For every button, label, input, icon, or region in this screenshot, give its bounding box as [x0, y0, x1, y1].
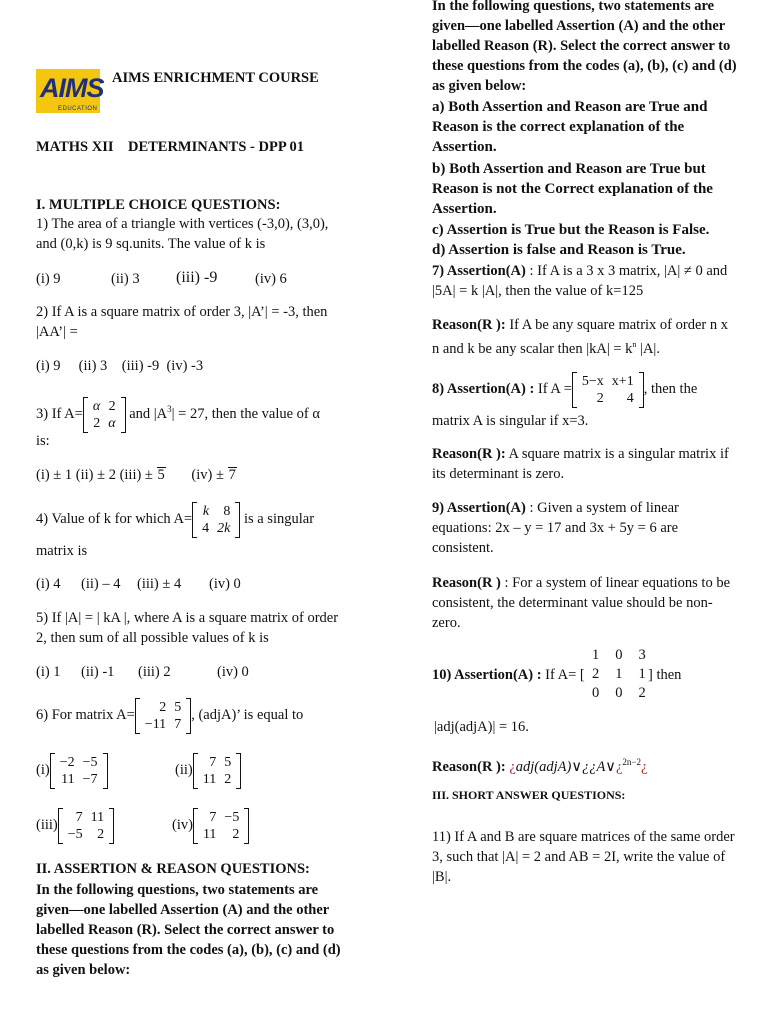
- q6-opt1-matrix: [50, 753, 108, 789]
- q10-garbled-3: (adjA)∨¿¿: [534, 758, 597, 775]
- assertion-intro-continued: In the following questions, two statements are given—one labelled Assertion (A) and the other labelled Reason (R). Select the correct answer to these questions from the codes (a), (b), (c) and (d) as given below:: [432, 0, 737, 94]
- q9-assertion-text: : Given a system of linear equations: 2x – y = 17 and 3x + 5y = 6 are consistent.: [432, 500, 679, 556]
- q3-m21: 2: [93, 415, 101, 431]
- q1-option-2: (ii) 3: [111, 271, 140, 287]
- q8-m22: 4: [626, 390, 634, 406]
- q10-garbled-4: A∨: [596, 758, 616, 775]
- q5-option-1: (i) 1: [36, 664, 61, 680]
- question-1-text: 1) The area of a triangle with vertices (-3,0), (3,0), and (0,k) is 9 sq.units. The value of k is: [36, 216, 329, 252]
- code-c: c) Assertion is True but the Reason is False.: [432, 222, 710, 238]
- q10-m22: 1: [615, 666, 623, 682]
- q6-opt1-m22: −7: [82, 771, 98, 787]
- q4-matrix: [192, 502, 240, 538]
- logo-word: AIMS: [40, 73, 104, 103]
- q6-opt3-label: (iii): [36, 817, 58, 833]
- question-7-reason: [432, 315, 738, 359]
- q4-option-4: (iv) 0: [209, 576, 241, 592]
- q3-prefix: 3) If A=: [36, 405, 83, 422]
- q3-line-2: is:: [36, 433, 50, 449]
- q8-reason-label: Reason(R ):: [432, 446, 506, 462]
- q1-option-3: (iii) -9: [176, 269, 218, 286]
- q4-line-2: matrix is: [36, 543, 88, 559]
- section-short-answer-title: III. SHORT ANSWER QUESTIONS:: [432, 788, 626, 802]
- section-mcq-title: I. MULTIPLE CHOICE QUESTIONS:: [36, 197, 281, 213]
- q8-prefix: If A =: [537, 381, 572, 397]
- q7-reason-text: If A be any square matrix of order n x n and k be any scalar then |kA| = k: [432, 317, 728, 357]
- q6-option-4: [172, 805, 249, 845]
- q4-suffix: is a singular: [243, 511, 315, 527]
- q3-suffix-2: | = 27, then the value of α: [171, 405, 320, 422]
- q10-reason-sup: 2n−2: [622, 757, 641, 767]
- q8-m11: 5−x: [581, 373, 604, 389]
- question-9-reason: [432, 573, 738, 633]
- q8-reason-text: A square matrix is a singular matrix if its determinant is zero.: [432, 446, 729, 482]
- q6-option-3: [36, 805, 114, 845]
- q6-m11: 2: [159, 699, 167, 715]
- q6-opt4-m12: −5: [224, 809, 240, 825]
- q6-opt3-m11: 7: [75, 809, 83, 825]
- q6-opt2-label: (ii): [175, 762, 193, 778]
- subject-title: MATHS XII DETERMINANTS - DPP 01: [36, 139, 305, 155]
- q10-reason-label: Reason(R ):: [432, 758, 506, 775]
- q10-prefix: If A= [: [545, 667, 585, 683]
- question-8-reason: [432, 444, 738, 484]
- q6-opt3-matrix: [58, 808, 114, 844]
- q6-opt3-m21: −5: [67, 826, 83, 842]
- q6-matrix: [135, 698, 191, 734]
- q8-m21: 2: [596, 390, 604, 406]
- q6-opt2-m21: 11: [202, 771, 217, 787]
- q6-opt3-m22: 2: [97, 826, 105, 842]
- q3-options: [36, 465, 237, 485]
- logo-subtitle: EDUCATION: [58, 106, 98, 112]
- q8-matrix: [572, 372, 644, 408]
- section-assertion-title: II. ASSERTION & REASON QUESTIONS:: [36, 861, 310, 877]
- question-8-assertion: [432, 368, 697, 410]
- q9-assertion-label: 9) Assertion(A): [432, 500, 526, 516]
- q6-opt1-m11: −2: [59, 754, 75, 770]
- course-title: AIMS ENRICHMENT COURSE: [112, 70, 319, 86]
- q3-suffix: and |A: [129, 405, 168, 422]
- q8-line-2: matrix A is singular if x=3.: [432, 413, 589, 429]
- q6-opt4-m21: 11: [202, 826, 217, 842]
- q9-reason-text: : For a system of linear equations to be consistent, the determinant value should be non-zero.: [432, 575, 731, 631]
- q3-m11: α: [92, 398, 101, 414]
- q10-m31: 0: [592, 685, 600, 701]
- q7-reason-text-2: |A|.: [640, 340, 660, 357]
- q7-reason-sup: n: [632, 340, 637, 349]
- q10-garbled-5: ¿: [615, 758, 623, 775]
- q3-options-b: (iv) ±: [191, 467, 224, 483]
- q5-option-4: (iv) 0: [217, 664, 249, 680]
- q10-suffix: ] then: [648, 667, 682, 683]
- q4-m22: 2k: [217, 520, 231, 536]
- q6-opt4-label: (iv): [172, 817, 193, 833]
- q10-m21: 2: [592, 666, 600, 682]
- q3-m22: α: [108, 415, 116, 431]
- q6-opt2-m12: 5: [224, 754, 232, 770]
- assertion-intro-part-2: [432, 0, 737, 97]
- q8-assertion-label: 8) Assertion(A) :: [432, 381, 535, 397]
- assertion-intro-part-1: In the following questions, two statements are given—one labelled Assertion (A) and the other labelled Reason (R). Select the correct answer to these questions from the codes (a), (b), (c) and (d) as given below:: [36, 882, 341, 978]
- q3-matrix: [83, 397, 126, 433]
- q6-opt3-m12: 11: [90, 809, 105, 825]
- q4-option-1: (i) 4: [36, 576, 61, 592]
- q8-suffix: , then the: [643, 381, 698, 397]
- q10-assertion-label: 10) Assertion(A) :: [432, 667, 542, 683]
- question-3: [36, 388, 320, 435]
- q3-sup: 3: [167, 404, 172, 414]
- q8-m12: x+1: [611, 373, 634, 389]
- question-11-text: 11) If A and B are square matrices of the same order 3, such that |A| = 2 and AB = 2I, write the value of |B|.: [432, 829, 735, 885]
- q10-garbled-6: ¿: [640, 758, 648, 775]
- q4-m12: 8: [223, 503, 231, 519]
- question-10-assertion: [432, 665, 585, 685]
- q10-matrix: [584, 646, 654, 703]
- q6-prefix: 6) For matrix A=: [36, 707, 135, 723]
- q3-m12: 2: [108, 398, 116, 414]
- question-2-text: 2) If A is a square matrix of order 3, |A’| = -3, then |AA’| =: [36, 304, 328, 340]
- q10-m33: 2: [638, 685, 646, 701]
- q6-opt1-m12: −5: [82, 754, 98, 770]
- code-a: a) Both Assertion and Reason are True and Reason is the correct explanation of the Assertion.: [432, 99, 708, 155]
- code-b: b) Both Assertion and Reason are True but Reason is not the Correct explanation of the Assertion.: [432, 161, 713, 217]
- q1-option-1: (i) 9: [36, 271, 61, 287]
- q4-prefix: 4) Value of k for which A=: [36, 511, 193, 527]
- q6-opt1-label: (i): [36, 762, 50, 778]
- q4-option-2: (ii) – 4: [81, 576, 121, 592]
- q6-opt2-matrix: [193, 753, 241, 789]
- q10-garbled-2: adj: [515, 758, 535, 775]
- q6-suffix: , (adjA)’ is equal to: [191, 707, 304, 723]
- aims-logo: [36, 69, 104, 113]
- q10-m32: 0: [615, 685, 623, 701]
- q6-opt2-m11: 7: [209, 754, 217, 770]
- q10-m12: 0: [615, 647, 623, 663]
- q5-option-2: (ii) -1: [81, 664, 115, 680]
- q7-assertion-text: : If A is a 3 x 3 matrix, |A| ≠ 0 and |5A| = k |A|, then the value of k=125: [432, 263, 728, 299]
- q7-assertion-label: 7) Assertion(A): [432, 263, 526, 279]
- q5-option-3: (iii) 2: [138, 664, 171, 680]
- q10-m13: 3: [638, 647, 646, 663]
- q6-m12: 5: [174, 699, 182, 715]
- q4-option-3: (iii) ± 4: [137, 576, 182, 592]
- question-9-assertion: [432, 498, 738, 558]
- q2-options: (i) 9 (ii) 3 (iii) -9 (iv) -3: [36, 358, 204, 374]
- question-5-text: 5) If |A| = | kA |, where A is a square matrix of order 2, then sum of all possible values of k is: [36, 610, 339, 646]
- question-4: [36, 498, 314, 540]
- q6-opt4-m11: 7: [209, 809, 217, 825]
- q3-options-a: (i) ± 1 (ii) ± 2 (iii) ±: [36, 467, 153, 483]
- q3-sqrt-5: 5: [157, 467, 165, 483]
- q4-m21: 4: [202, 520, 210, 536]
- question-6: [36, 694, 303, 736]
- q3-sqrt-7: 7: [228, 467, 236, 483]
- q6-opt4-m22: 2: [232, 826, 240, 842]
- q6-m21: −11: [144, 716, 167, 732]
- code-d: d) Assertion is false and Reason is True.: [432, 242, 686, 258]
- q6-option-1: [36, 750, 108, 790]
- q1-option-4: (iv) 6: [255, 271, 287, 287]
- q4-m11: k: [202, 503, 210, 519]
- q10-line-2: |adj(adjA)| = 16.: [434, 719, 529, 735]
- q10-m23: 1: [638, 666, 646, 682]
- q10-m11: 1: [592, 647, 600, 663]
- question-7-assertion: [432, 261, 738, 301]
- q6-opt4-matrix: [193, 808, 249, 844]
- q10-garbled-1: ¿: [509, 758, 516, 775]
- q9-reason-label: Reason(R ): [432, 575, 501, 591]
- q7-reason-label: Reason(R ):: [432, 317, 506, 333]
- q6-m22: 7: [174, 716, 182, 732]
- q6-opt1-m21: 11: [61, 771, 75, 787]
- question-10-reason: [432, 752, 647, 777]
- q6-option-2: [175, 750, 241, 790]
- q6-opt2-m22: 2: [224, 771, 232, 787]
